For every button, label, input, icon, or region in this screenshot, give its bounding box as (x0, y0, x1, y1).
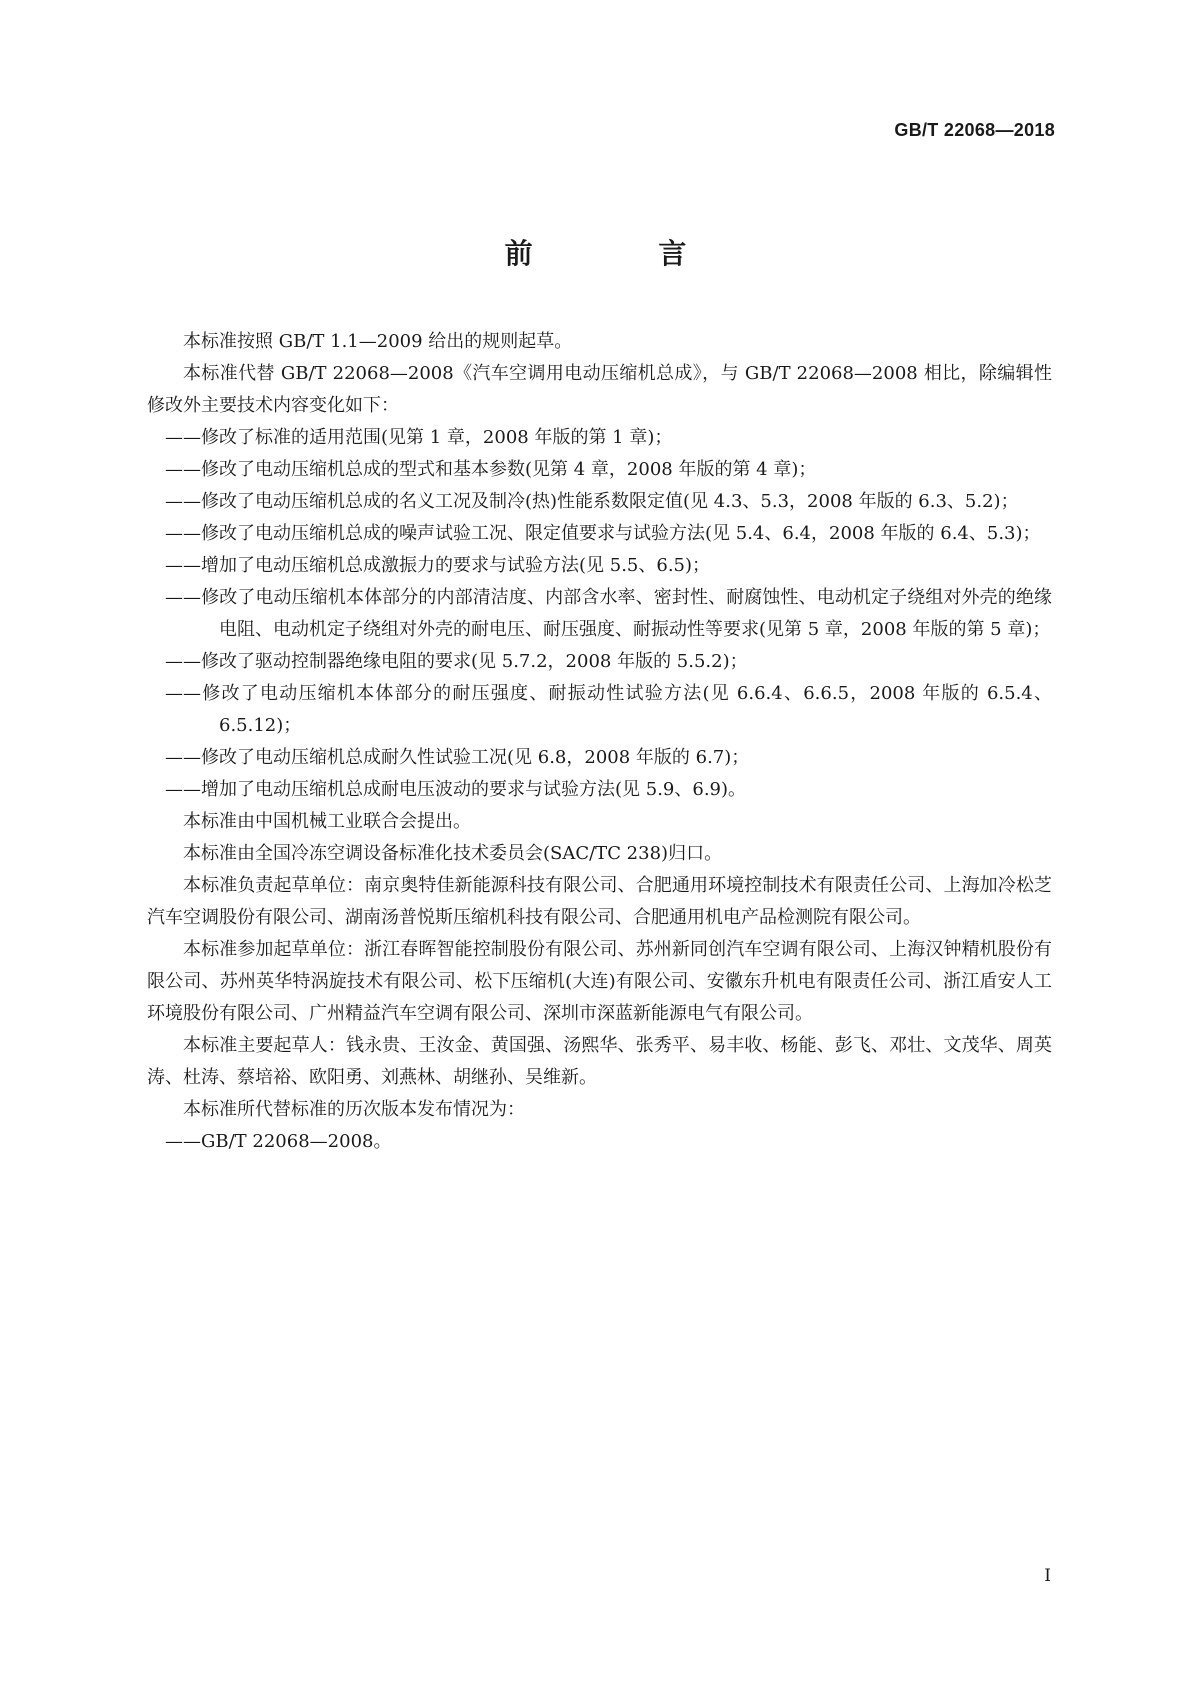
document-body (147, 326, 1052, 1158)
paragraph-lead-drafters: 本标准负责起草单位：南京奥特佳新能源科技有限公司、合肥通用环境控制技术有限责任公司、上海加冷松芝汽车空调股份有限公司、湖南汤普悦斯压缩机科技有限公司、合肥通用机电产品检测院有限公司。 (147, 875, 1052, 928)
change-item: ——修改了电动压缩机总成耐久性试验工况(见 6.8，2008 年版的 6.7)； (165, 747, 750, 768)
paragraph-history-intro: 本标准所代替标准的历次版本发布情况为： (183, 1099, 525, 1120)
change-item: ——修改了电动压缩机总成的名义工况及制冷(热)性能系数限定值(见 4.3、5.3，2008 年版的 6.3、5.2)； (165, 491, 1019, 512)
change-item: ——修改了电动压缩机总成的噪声试验工况、限定值要求与试验方法(见 5.4、6.4，2008 年版的 6.4、5.3)； (165, 523, 1041, 544)
paragraph-replacement: 本标准代替 GB/T 22068—2008《汽车空调用电动压缩机总成》，与 GB/T 22068—2008 相比，除编辑性修改外主要技术内容变化如下： (147, 363, 1052, 416)
change-item: ——修改了电动压缩机本体部分的内部清洁度、内部含水率、密封性、耐腐蚀性、电动机定子绕组对外壳的绝缘电阻、电动机定子绕组对外壳的耐电压、耐压强度、耐振动性等要求(见第 5 章，2008 年版的第 5 章)； (165, 587, 1052, 640)
change-item: ——修改了标准的适用范围(见第 1 章，2008 年版的第 1 章)； (165, 427, 673, 448)
change-item: ——增加了电动压缩机总成激振力的要求与试验方法(见 5.5、6.5)； (165, 555, 711, 576)
page-number: I (1044, 1566, 1051, 1586)
change-item: ——增加了电动压缩机总成耐电压波动的要求与试验方法(见 5.9、6.9)。 (165, 779, 747, 800)
change-item: ——修改了电动压缩机总成的型式和基本参数(见第 4 章，2008 年版的第 4 章)； (165, 459, 817, 480)
history-item: ——GB/T 22068—2008。 (165, 1131, 392, 1152)
paragraph-committee: 本标准由全国冷冻空调设备标准化技术委员会(SAC/TC 238)归口。 (183, 843, 723, 864)
change-item: ——修改了电动压缩机本体部分的耐压强度、耐振动性试验方法(见 6.6.4、6.6.5，2008 年版的 6.5.4、6.5.12)； (165, 683, 1052, 736)
paragraph-main-drafters: 本标准主要起草人：钱永贵、王汝金、黄国强、汤熙华、张秀平、易丰收、杨能、彭飞、邓壮、文茂华、周英涛、杜涛、蔡培裕、欧阳勇、刘燕林、胡继孙、吴维新。 (147, 1035, 1052, 1088)
page-title: 前 言 (504, 237, 745, 270)
change-item: ——修改了驱动控制器绝缘电阻的要求(见 5.7.2，2008 年版的 5.5.2)； (165, 651, 748, 672)
standard-code: GB/T 22068—2018 (894, 120, 1055, 140)
paragraph-drafting-rules: 本标准按照 GB/T 1.1—2009 给出的规则起草。 (183, 331, 573, 352)
paragraph-proposer: 本标准由中国机械工业联合会提出。 (183, 811, 471, 832)
paragraph-participating-drafters: 本标准参加起草单位：浙江春晖智能控制股份有限公司、苏州新同创汽车空调有限公司、上海汉钟精机股份有限公司、苏州英华特涡旋技术有限公司、松下压缩机(大连)有限公司、安徽东升机电有限责任公司、浙江盾安人工环境股份有限公司、广州精益汽车空调有限公司、深圳市深蓝新能源电气有限公司。 (147, 939, 1052, 1024)
